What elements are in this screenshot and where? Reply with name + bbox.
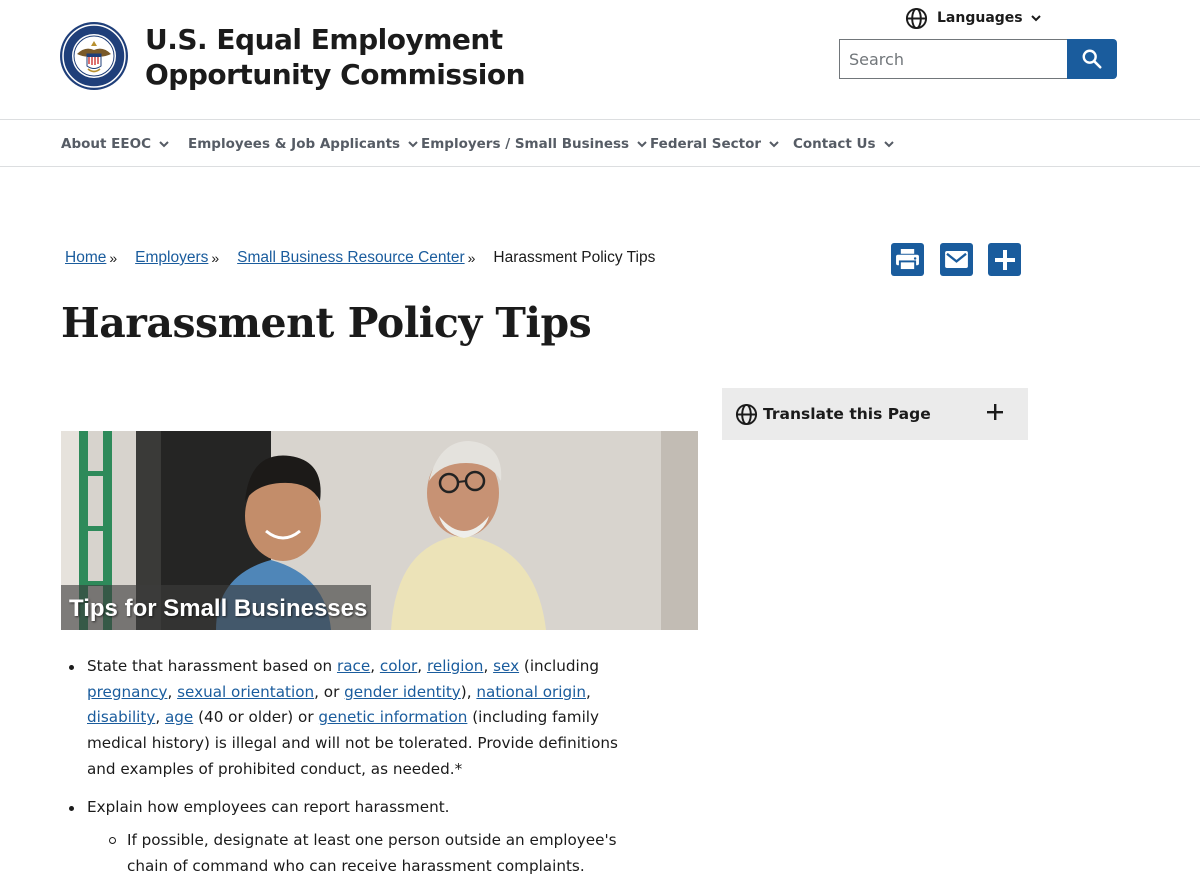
hero-image: [61, 431, 698, 630]
site-header: [0, 0, 1200, 120]
nav-item-label: Federal Sector: [650, 136, 762, 152]
search-input[interactable]: [839, 39, 1067, 79]
search-icon: [1081, 48, 1103, 70]
link-age[interactable]: age: [164, 708, 194, 727]
nav-item-label: About EEOC: [61, 136, 151, 152]
page-title: Harassment Policy Tips: [61, 299, 592, 347]
nav-item-employers[interactable]: [421, 121, 647, 167]
link-color[interactable]: color: [379, 657, 418, 675]
agency-name-line2: Opportunity Commission: [145, 58, 526, 91]
breadcrumb: [65, 248, 655, 268]
text-segment: ,: [586, 682, 591, 701]
primary-nav: [0, 121, 1200, 167]
list-item: [61, 795, 651, 880]
link-national-origin[interactable]: national origin: [476, 682, 587, 701]
chevron-down-icon: [1031, 15, 1041, 22]
nav-item-federal-sector[interactable]: [650, 121, 779, 167]
breadcrumb-current: Harassment Policy Tips: [493, 249, 656, 266]
tips-list: [61, 654, 651, 880]
text-segment: ),: [460, 682, 477, 701]
search-button[interactable]: [1067, 39, 1117, 79]
sub-list: [87, 828, 651, 879]
chevron-down-icon: [769, 141, 779, 148]
text-segment: ,: [417, 657, 427, 675]
text-segment: Explain how employees can report harassment.: [87, 797, 450, 816]
eeoc-seal-icon[interactable]: [59, 21, 129, 91]
chevron-down-icon: [408, 141, 418, 148]
hero-caption: Tips for Small Businesses: [69, 595, 368, 622]
sub-list-item: If possible, designate at least one person outside an employee's chain of command who can receive harassment complaints.: [87, 828, 651, 879]
chevron-down-icon: [637, 141, 647, 148]
translate-page-label: Translate this Page: [763, 405, 931, 423]
breadcrumb-link-employers[interactable]: Employers: [135, 249, 209, 266]
print-button[interactable]: [891, 243, 924, 276]
link-sex[interactable]: sex: [493, 657, 520, 675]
nav-item-about-eeoc[interactable]: [61, 121, 169, 167]
print-icon: [895, 249, 920, 270]
plus-icon: [986, 403, 1004, 421]
main-content: [61, 654, 651, 882]
translate-page-accordion[interactable]: [722, 388, 1028, 440]
link-religion[interactable]: religion: [426, 657, 484, 675]
email-icon: [944, 250, 969, 269]
text-segment: (40 or older) or: [193, 708, 319, 727]
text-segment: (including family medical history) is illegal and will not be tolerated. Provide definitions and examples of prohibited conduct, as needed.*: [87, 708, 618, 778]
email-button[interactable]: [940, 243, 973, 276]
text-segment: (including: [519, 657, 599, 675]
breadcrumb-separator: »: [109, 250, 118, 266]
link-disability[interactable]: disability: [87, 708, 156, 727]
languages-label: Languages: [937, 10, 1023, 26]
chevron-down-icon: [159, 141, 169, 148]
list-item: [61, 654, 651, 783]
breadcrumb-link-small-business[interactable]: Small Business Resource Center: [237, 249, 465, 266]
share-button[interactable]: [988, 243, 1021, 276]
nav-item-employees[interactable]: [188, 121, 418, 167]
link-genetic-information[interactable]: genetic information: [318, 708, 468, 727]
nav-item-contact-us[interactable]: [793, 121, 894, 167]
globe-icon: [905, 7, 928, 30]
breadcrumb-link-home[interactable]: Home: [65, 249, 107, 266]
text-segment: ,: [167, 682, 178, 701]
chevron-down-icon: [884, 141, 894, 148]
text-segment: State that harassment based on: [87, 657, 337, 675]
globe-icon: [735, 403, 758, 426]
plus-icon: [994, 249, 1016, 271]
breadcrumb-separator: »: [211, 250, 220, 266]
link-gender-identity[interactable]: gender identity: [344, 682, 461, 701]
link-race[interactable]: race: [336, 657, 371, 675]
languages-button[interactable]: [905, 6, 1041, 30]
nav-item-label: Employees & Job Applicants: [188, 136, 401, 152]
text-segment: ,: [370, 657, 380, 675]
link-pregnancy[interactable]: pregnancy: [87, 682, 168, 701]
breadcrumb-separator: »: [467, 250, 476, 266]
link-sexual-orientation[interactable]: sexual orientation: [177, 682, 315, 701]
agency-name[interactable]: [145, 22, 525, 92]
nav-item-label: Contact Us: [793, 136, 876, 152]
text-segment: , or: [314, 682, 345, 701]
agency-name-line1: U.S. Equal Employment: [145, 23, 503, 56]
text-segment: ,: [155, 708, 165, 727]
text-segment: ,: [483, 657, 494, 675]
nav-item-label: Employers / Small Business: [421, 136, 630, 152]
